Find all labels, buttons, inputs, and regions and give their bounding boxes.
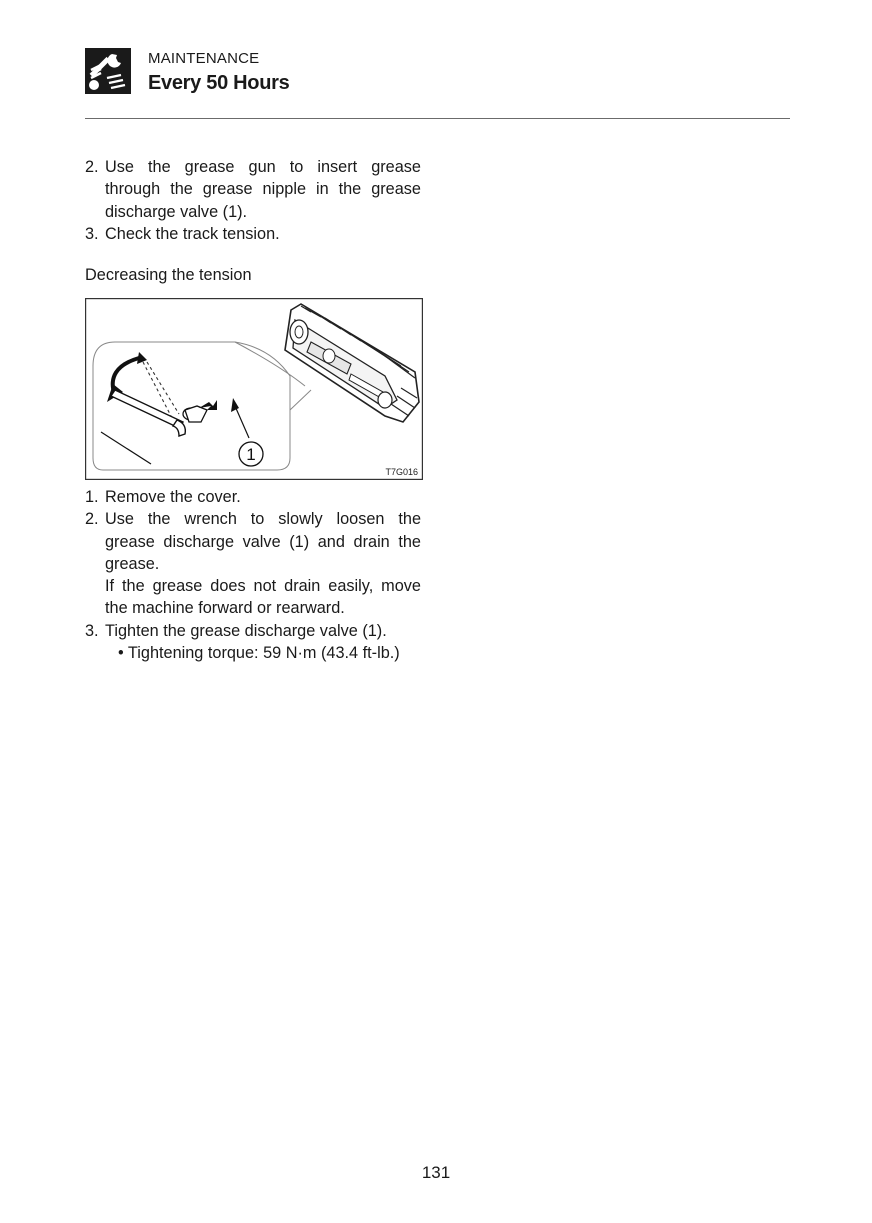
list-item xyxy=(85,486,421,508)
torque-spec: • Tightening torque: 59 N·m (43.4 ft-lb.) xyxy=(118,644,400,663)
step-number: 2. xyxy=(85,510,99,529)
steps-before-list xyxy=(85,156,421,245)
step-line: Use the wrench to slowly loosen the xyxy=(105,510,421,529)
figure-illustration xyxy=(85,298,423,480)
figure-code: T7G016 xyxy=(385,467,418,477)
subheading: Decreasing the tension xyxy=(85,266,252,284)
list-item xyxy=(85,508,421,619)
step-line: If the grease does not drain easily, move xyxy=(105,577,421,596)
step-number: 2. xyxy=(85,158,99,176)
step-number: 3. xyxy=(85,224,99,243)
callout-number: 1 xyxy=(246,445,256,464)
step-number: 1. xyxy=(85,488,99,506)
step-line: through the grease nipple in the grease xyxy=(105,180,421,199)
page-title: Every 50 Hours xyxy=(148,72,290,94)
list-item xyxy=(85,223,421,245)
list-item xyxy=(85,156,421,223)
step-line: Remove the cover. xyxy=(105,488,241,506)
step-line: Check the track tension. xyxy=(105,224,280,243)
list-item xyxy=(85,620,421,665)
steps-after-list xyxy=(85,486,421,664)
step-line: grease discharge valve (1) and drain the xyxy=(105,532,421,551)
wrench-maintenance-icon xyxy=(85,48,131,94)
page-number: 131 xyxy=(421,1163,451,1182)
step-line: Use the grease gun to insert grease xyxy=(105,158,421,176)
step-line: Tighten the grease discharge valve (1). xyxy=(105,621,387,640)
step-line: the machine forward or rearward. xyxy=(105,599,345,618)
header-divider xyxy=(85,118,790,119)
callout-1 xyxy=(239,442,263,466)
step-number: 3. xyxy=(85,621,99,640)
step-line: discharge valve (1). xyxy=(105,202,248,221)
step-line: grease. xyxy=(105,554,160,573)
section-label: MAINTENANCE xyxy=(148,50,260,67)
